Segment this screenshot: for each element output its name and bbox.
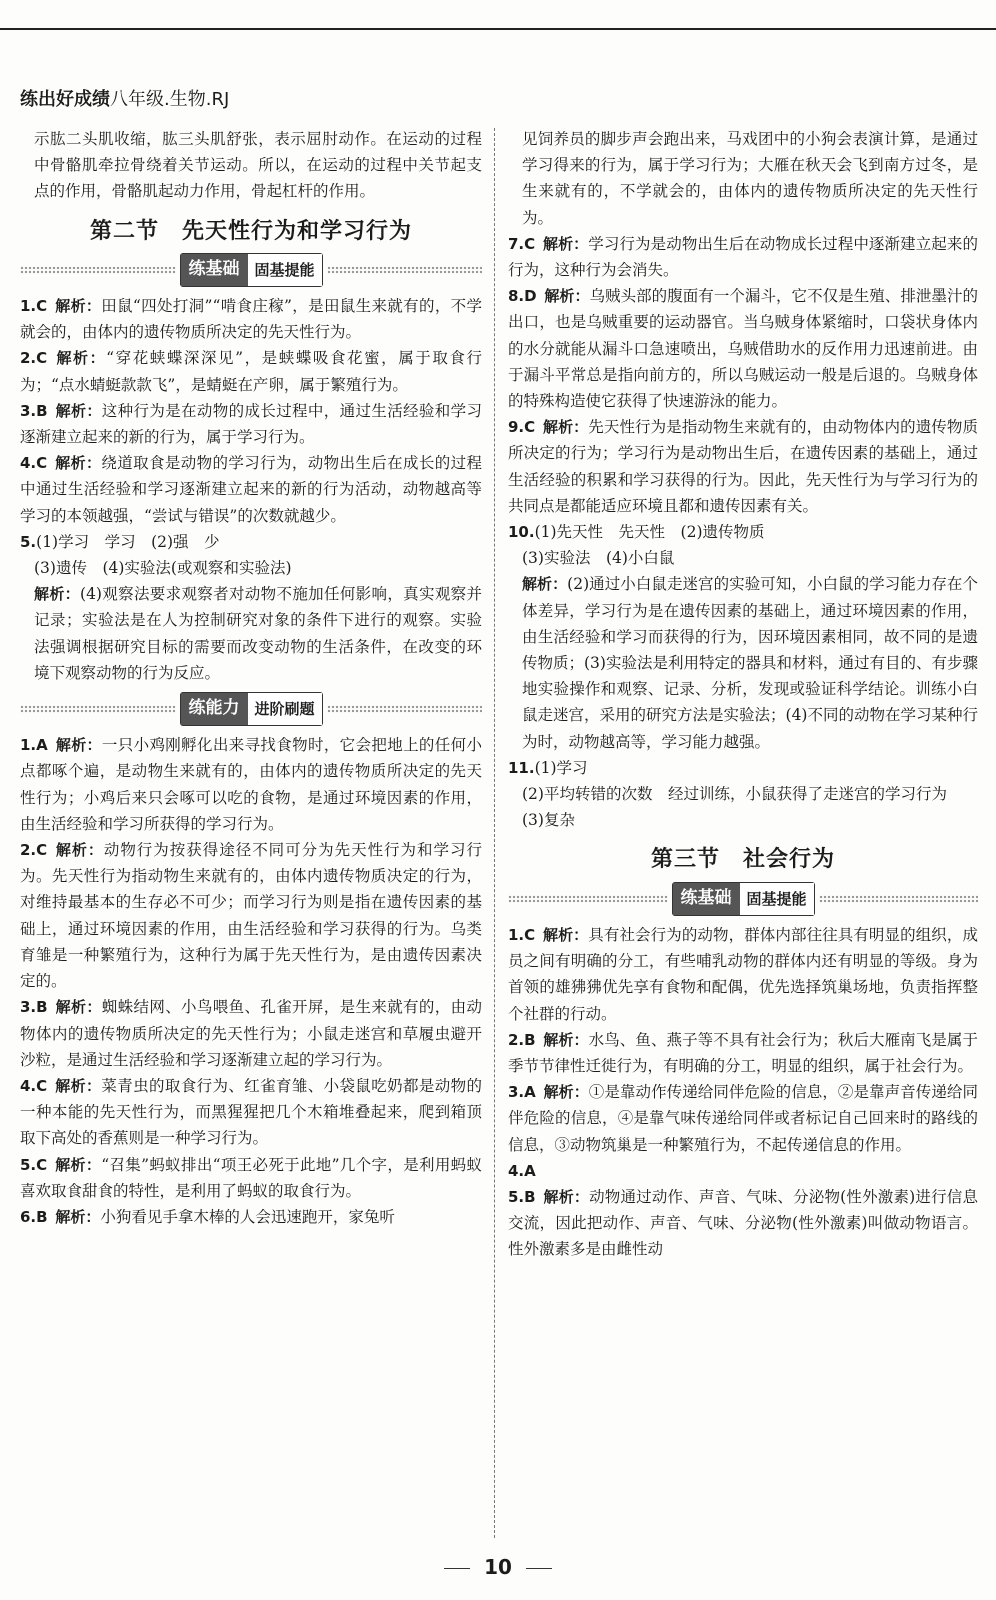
banner-main: 练能力 — [181, 693, 248, 725]
explanation-label: 解析： — [55, 998, 102, 1017]
answer-line: (1)学习 — [534, 758, 588, 777]
answer-line: (1)先天性 先天性 (2)遗传物质 — [534, 523, 765, 542]
left-intro: 示肱二头肌收缩，肱三头肌舒张，表示屈肘动作。在运动的过程中骨骼肌牵拉骨绕着关节运动。所以，在运动的过程中关节起支点的作用，骨骼肌起动力作用，骨起杠杆的作用。 — [34, 130, 482, 201]
explanation-label: 解析： — [543, 1083, 589, 1102]
answer-number: 5.B — [508, 1187, 536, 1206]
explanation-label: 解析： — [55, 401, 102, 420]
explanation-label: 解析： — [54, 297, 102, 316]
answer-number: 1.C — [508, 925, 536, 944]
explanation-label: 解析： — [544, 287, 590, 306]
book-subtitle: 八年级.生物.RJ — [110, 89, 230, 110]
answer-number: 3.B — [20, 998, 48, 1017]
answer-number: 6.B — [20, 1207, 48, 1226]
running-header — [20, 85, 229, 111]
answer-number: 5.C — [20, 1155, 48, 1174]
answer-item — [508, 231, 978, 283]
answer-item — [20, 398, 482, 450]
explanation-label: 解析： — [522, 575, 568, 594]
answer-number: 4.C — [20, 454, 48, 473]
explanation-label: 解析： — [55, 1207, 101, 1226]
explanation-text: 蜘蛛结网、小鸟喂鱼、孔雀开屏，是生来就有的，由动物体内的遗传物质所决定的先天性行为；小鼠走迷宫和草履虫避开沙粒，是通过生活经验和学习逐渐建立起的学习行为。 — [20, 998, 482, 1069]
answer-line: (1)学习 学习 (2)强 少 — [36, 532, 220, 551]
explanation-text: 水鸟、鱼、燕子等不具有社会行为；秋后大雁南飞是属于季节节律性迁徙行为，有明确的分工，明显的组织，属于社会行为。 — [508, 1030, 978, 1075]
answer-number: 3.B — [20, 401, 48, 420]
answer-item — [508, 1158, 978, 1184]
answer-number: 3.A — [508, 1083, 536, 1102]
explanation-text: 乌贼头部的腹面有一个漏斗，它不仅是生殖、排泄墨汁的出口，也是乌贼重要的运动器官。当乌贼身体紧缩时，口袋状身体内的水分就能从漏斗口急速喷出，乌贼借助水的反作用力迅速前进。由于漏斗平常总是指向前方的，所以乌贼运动一般是后退的。乌贼身体的特殊构造使它获得了快速游泳的能力。 — [508, 287, 978, 411]
answer-number: 2.B — [508, 1030, 536, 1049]
banner-sub: 进阶刷题 — [248, 693, 322, 725]
answer-list — [20, 293, 482, 529]
answer-item — [20, 293, 482, 345]
explanation-text: 动物通过动作、声音、气味、分泌物(性外激素)进行信息交流，因此把动作、声音、气味、分泌物(性外激素)叫做动物语言。性外激素多是由雌性动 — [508, 1187, 978, 1259]
page-number-dash — [444, 1568, 470, 1569]
right-intro: 见饲养员的脚步声会跑出来，马戏团中的小狗会表演计算，是通过学习得来的行为，属于学习行为；大雁在秋天会飞到南方过冬，是生来就有的，不学就会的，由体内的遗传物质所决定的先天性行为。 — [522, 130, 978, 227]
banner-practice-basics — [508, 882, 978, 916]
section-title-2: 第二节 先天性行为和学习行为 — [89, 218, 412, 244]
answer-item — [20, 732, 482, 837]
banner-dots — [819, 895, 979, 903]
explanation-text: 这种行为是在动物的成长过程中，通过生活经验和学习逐渐建立起来的新的行为，属于学习行为。 — [20, 401, 482, 447]
answer-number: 8.D — [508, 287, 537, 306]
explanation-text: 动物行为按获得途径不同可分为先天性行为和学习行为。先天性行为指动物生来就有的，由体内遗传物质决定的行为，对维持最基本的生存必不可少；而学习行为则是指在遗传因素的基础上，通过环境因素的作用，由生活经验和学习获得的行为。乌类育雏是一种繁殖行为，这种行为属于先天性行为，是由遗传因素决定的。 — [20, 841, 482, 991]
explanation-label: 解析： — [54, 841, 104, 860]
answer-number: 2.C — [20, 841, 48, 860]
explanation-text: (4)观察法要求观察者对动物不施加任何影响，真实观察并记录；实验法是在人为控制研究对象的条件下进行的观察。实验法强调根据研究目标的需要而改变动物的生活条件，在改变的环境下观察动物的行为反应。 — [34, 585, 482, 682]
answer-line: (3)实验法 (4)小白鼠 — [522, 549, 675, 568]
banner-dots — [20, 266, 176, 274]
answer-item — [20, 1152, 482, 1204]
explanation-label: 解析： — [55, 736, 102, 755]
explanation-label: 解析： — [543, 1187, 590, 1206]
explanation-label: 解析： — [542, 418, 589, 437]
answer-number: 1.C — [20, 297, 48, 316]
answer-item — [20, 994, 482, 1073]
answer-item-5 — [20, 529, 482, 555]
page-number-dash — [526, 1568, 552, 1569]
explanation-label: 解析： — [54, 1155, 102, 1174]
answer-item — [20, 1204, 482, 1230]
left-column — [20, 126, 482, 1230]
explanation-label: 解析： — [54, 349, 107, 368]
column-divider — [494, 128, 495, 1538]
answer-item — [20, 450, 482, 529]
right-column — [508, 126, 978, 1263]
explanation-text: 绕道取食是动物的学习行为，动物出生后在成长的过程中通过生活经验和学习逐渐建立起来的新的行为活动，动物越高等学习的本领越强，“尝试与错误”的次数就越少。 — [20, 454, 482, 525]
answer-list — [20, 732, 482, 1230]
explanation-text: 具有社会行为的动物，群体内部往往具有明显的组织，成员之间有明确的分工，有些哺乳动物的群体内还有明显的等级。身为首领的雄狒狒优先享有食物和配偶，优先选择筑巢场地，负责指挥整个社群的行动。 — [508, 925, 978, 1023]
explanation-label: 解析： — [542, 234, 589, 253]
answer-item — [508, 1027, 978, 1079]
answer-line: (3)遗传 (4)实验法(或观察和实验法) — [34, 559, 292, 578]
answer-item-10 — [508, 519, 978, 545]
answer-number: 11. — [508, 758, 535, 777]
banner-dots — [20, 705, 176, 713]
explanation-text: (2)通过小白鼠走迷宫的实验可知，小白鼠的学习能力存在个体差异，学习行为是在遗传因素的基础上，通过环境因素的作用，由生活经验和学习而获得的行为，因环境因素相同，故不同的是遗传物质；(3)实验法是利用特定的器具和材料，通过有目的、有步骤地实验操作和观察、记录、分析，发现或验证科学结论。训练小白鼠走迷宫，采用的研究方法是实验法；(4)不同的动物在学习某种行为时，动物越高等，学习能力越强。 — [522, 575, 978, 751]
explanation-text: 菜青虫的取食行为、红雀育雏、小袋鼠吃奶都是动物的一种本能的先天性行为，而黑猩猩把几个木箱堆叠起来，爬到箱顶取下高处的香蕉则是一种学习行为。 — [20, 1076, 482, 1148]
answer-item — [20, 837, 482, 994]
banner-practice-ability — [20, 692, 482, 726]
answer-explanation — [20, 581, 482, 686]
banner-dots — [327, 705, 483, 713]
book-title: 练出好成绩 — [20, 89, 110, 110]
explanation-text: “穿花蛱蝶深深见”，是蛱蝶吸食花蜜，属于取食行为；“点水蜻蜓款款飞”，是蜻蜓在产卵，属于繁殖行为。 — [20, 349, 482, 394]
banner-main: 练基础 — [181, 254, 248, 286]
answer-number: 4.C — [20, 1076, 48, 1095]
answer-item — [508, 1184, 978, 1263]
answer-item — [508, 1079, 978, 1158]
explanation-label: 解析： — [543, 1030, 589, 1049]
banner-sub: 固基提能 — [248, 254, 322, 286]
banner-main: 练基础 — [673, 883, 740, 915]
page-number — [0, 1555, 996, 1579]
answer-item-11 — [508, 755, 978, 781]
explanation-text: 一只小鸡刚孵化出来寻找食物时，它会把地上的任何小点都啄个遍，是动物生来就有的，由体内的遗传物质所决定的先天性行为；小鸡后来只会啄可以吃的食物，是通过环境因素的作用，由生活经验和学习所获得的学习行为。 — [20, 736, 482, 833]
answer-number: 4.A — [508, 1161, 536, 1180]
answer-item — [20, 1073, 482, 1152]
answer-number: 1.A — [20, 736, 48, 755]
explanation-text: ①是靠动作传递给同伴危险的信息，②是靠声音传递给同伴危险的信息，④是靠气味传递给同伴或者标记自己回来时的路线的信息，③动物筑巢是一种繁殖行为，不起传递信息的作用。 — [508, 1083, 978, 1154]
answer-number: 9.C — [508, 418, 536, 437]
answer-item — [508, 414, 978, 519]
explanation-label: 解析： — [542, 925, 589, 944]
banner-dots — [327, 266, 483, 274]
explanation-text: 小狗看见手拿木棒的人会迅速跑开，家兔听 — [100, 1207, 395, 1226]
explanation-text: 田鼠“四处打洞”“啃食庄稼”，是田鼠生来就有的，不学就会的，由体内的遗传物质所决定的先天性行为。 — [20, 297, 482, 342]
explanation-text: 先天性行为是指动物生来就有的，由动物体内的遗传物质所决定的行为；学习行为是动物出生后，在遗传因素的基础上，通过生活经验的积累和学习获得的行为。因此，先天性行为与学习行为的共同点是都能适应环境且都和遗传因素有关。 — [508, 418, 978, 515]
answer-number: 7.C — [508, 234, 536, 253]
answer-line: (3)复杂 — [522, 811, 575, 830]
answer-list — [508, 231, 978, 519]
banner-dots — [508, 895, 668, 903]
answer-line: (2)平均转错的次数 经过训练，小鼠获得了走迷宫的学习行为 — [522, 785, 947, 804]
top-rule — [0, 28, 996, 30]
section-title-3: 第三节 社会行为 — [650, 847, 835, 873]
banner-practice-basics — [20, 253, 482, 287]
explanation-label: 解析： — [54, 1076, 102, 1095]
explanation-label: 解析： — [54, 454, 102, 473]
explanation-text: 学习行为是动物出生后在动物成长过程中逐渐建立起来的行为，这种行为会消失。 — [508, 234, 978, 280]
answer-number: 10. — [508, 523, 535, 542]
answer-item — [20, 345, 482, 397]
answer-number: 5. — [20, 532, 37, 551]
explanation-text: “召集”蚂蚁排出“项王必死于此地”几个字，是利用蚂蚁喜欢取食甜食的特性，是利用了蚂蚁的取食行为。 — [20, 1155, 482, 1200]
answer-number: 2.C — [20, 349, 48, 368]
answer-explanation — [508, 571, 978, 754]
answer-item — [508, 283, 978, 414]
answer-list — [508, 922, 978, 1263]
page-number-value: 10 — [484, 1555, 512, 1579]
banner-sub: 固基提能 — [740, 883, 814, 915]
answer-item — [508, 922, 978, 1027]
explanation-label: 解析： — [34, 585, 81, 604]
